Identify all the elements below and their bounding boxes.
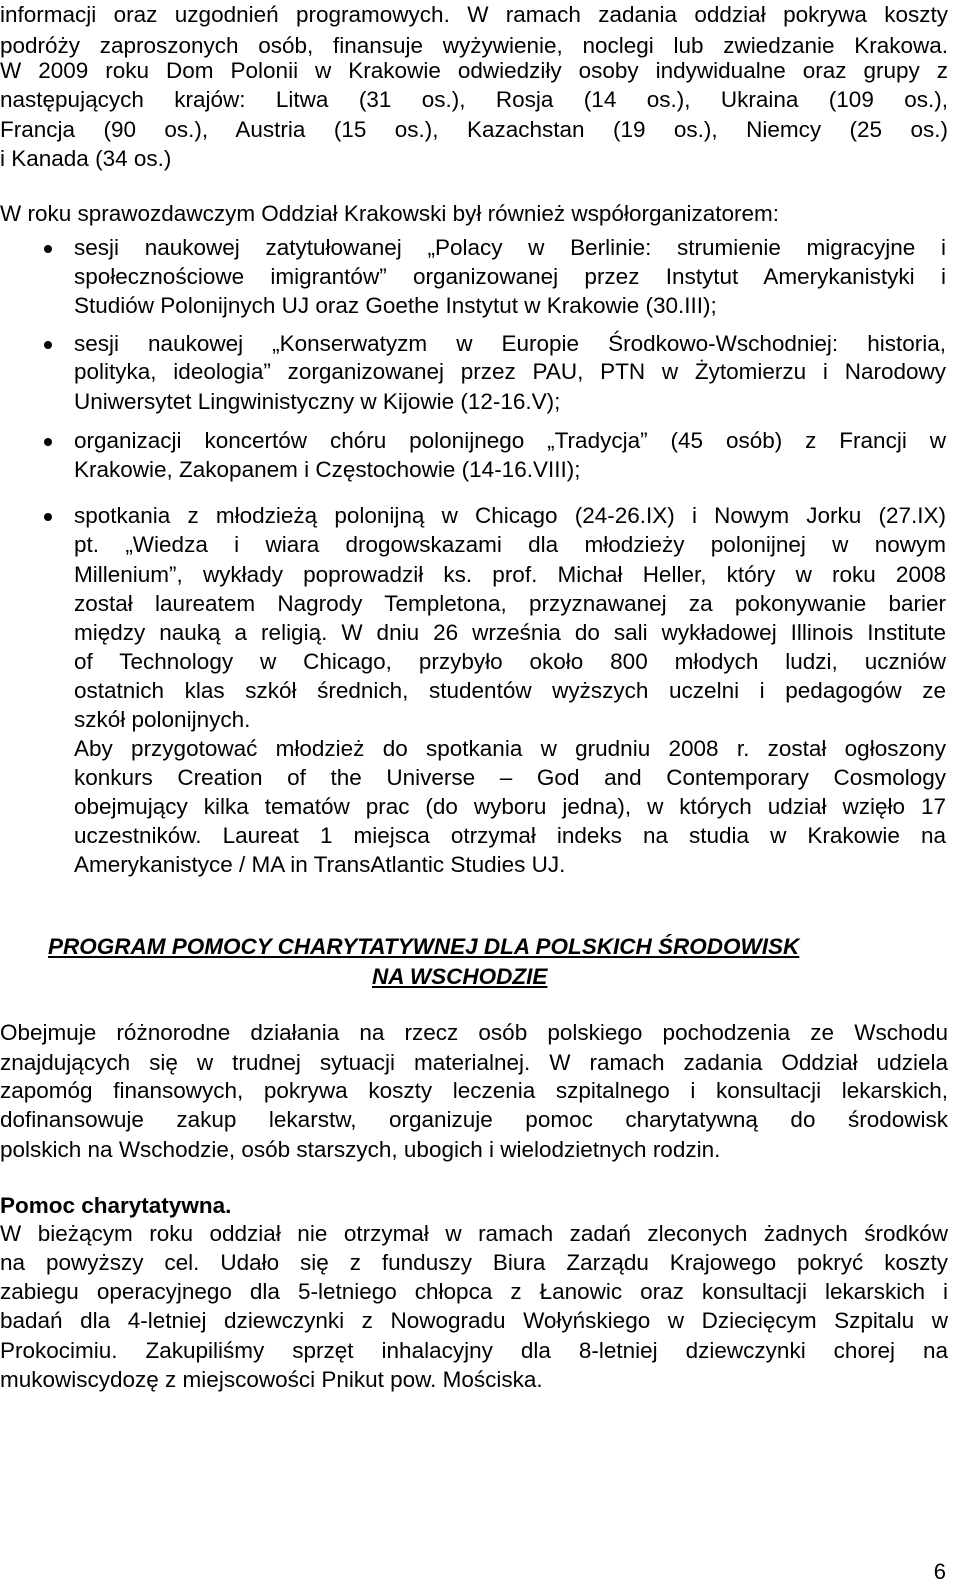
bullet-marker [44,513,52,521]
page-number: 6 [933,1559,946,1584]
text-line: mukowiscydozę z miejscowości Pnikut pow. Mościska. [0,1367,543,1392]
bullet-line: Amerykanistyce / MA in TransAtlantic Studies UJ. [74,852,566,877]
text-line: podróży zaproszonych osób, finansuje wyżywienie, noclegi lub zwiedzanie Krakowa. [0,33,948,58]
bullet-line: obejmujący kilka tematów prac (do wyboru jedna), w których udział wzięło 17 [74,794,946,819]
text-line: i Kanada (34 os.) [0,146,172,171]
text-line: Francja (90 os.), Austria (15 os.), Kazachstan (19 os.), Niemcy (25 os.) [0,117,948,142]
section-heading: PROGRAM POMOCY CHARYTATYWNEJ DLA POLSKICH ŚRODOWISK [48,934,800,959]
bullet-line: społecznościowe imigrantów” organizowanej przez Instytut Amerykanistyki i [74,264,946,289]
text-line: W bieżącym roku oddział nie otrzymał w ramach zadań zleconych żadnych środków [0,1221,948,1246]
text-line: zabiegu operacyjnego dla 5-letniego chłopca z Łanowic oraz konsultacji lekarskich i [0,1279,948,1304]
bullet-line: między nauką a religią. W dniu 26 września do sali wykładowej Illinois Institute [74,620,946,645]
text-line: W 2009 roku Dom Polonii w Krakowie odwiedziły osoby indywidualne oraz grupy z [0,58,948,83]
bullet-marker [44,245,52,253]
text-line: Prokocimiu. Zakupiliśmy sprzęt inhalacyjny dla 8-letniej dziewczynki chorej na [0,1338,948,1363]
text-line: dofinansowuje zakup lekarstw, organizuje pomoc charytatywną do środowisk [0,1107,948,1132]
text-line: znajdujących się w trudnej sytuacji materialnej. W ramach zadania Oddział udziela [0,1050,948,1075]
text-line: następujących krajów: Litwa (31 os.), Rosja (14 os.), Ukraina (109 os.), [0,87,948,112]
bullet-line: Studiów Polonijnych UJ oraz Goethe Instytut w Krakowie (30.III); [74,293,717,318]
bullet-line: Uniwersytet Lingwinistyczny w Kijowie (12-16.V); [74,389,561,414]
bullet-line: Aby przygotować młodzież do spotkania w grudniu 2008 r. został ogłoszony [74,736,946,761]
bullet-marker [44,341,52,349]
text-line: zapomóg finansowych, pokrywa koszty leczenia szpitalnego i konsultacji lekarskich, [0,1078,948,1103]
text-line: badań dla 4-letniej dziewczynki z Nowogradu Wołyńskiego w Dziecięcym Szpitalu w [0,1308,948,1333]
bullet-line: Millenium”, wykłady poprowadził ks. prof. Michał Heller, który w roku 2008 [74,562,946,587]
text-line: polskich na Wschodzie, osób starszych, ubogich i wielodzietnych rodzin. [0,1137,721,1162]
text-line: Obejmuje różnorodne działania na rzecz osób polskiego pochodzenia ze Wschodu [0,1020,948,1045]
bullet-line: pt. „Wiedza i wiara drogowskazami dla młodzieży polonijnej w nowym [74,532,946,557]
subheading: Pomoc charytatywna. [0,1193,232,1218]
bullet-line: ostatnich klas szkół średnich, studentów wyższych uczelni i pedagogów ze [74,678,946,703]
bullet-line: Krakowie, Zakopanem i Częstochowie (14-16.VIII); [74,457,581,482]
text-line: informacji oraz uzgodnień programowych. W ramach zadania oddział pokrywa koszty [0,2,948,27]
section-heading: NA WSCHODZIE [372,964,548,989]
bullet-line: uczestników. Laureat 1 miejsca otrzymał indeks na studia w Krakowie na [74,823,946,848]
bullet-line: sesji naukowej „Konserwatyzm w Europie Środkowo-Wschodniej: historia, [74,331,946,356]
bullet-line: polityka, ideologia” zorganizowanej przez PAU, PTN w Żytomierzu i Narodowy [74,359,946,384]
bullet-line: spotkania z młodzieżą polonijną w Chicago (24-26.IX) i Nowym Jorku (27.IX) [74,503,946,528]
bullet-line: of Technology w Chicago, przybyło około 800 młodych ludzi, uczniów [74,649,946,674]
bullet-line: konkurs Creation of the Universe – God and Contemporary Cosmology [74,765,946,790]
text-line: na powyższy cel. Udało się z funduszy Biura Zarządu Krajowego pokryć koszty [0,1250,948,1275]
bullet-line: został laureatem Nagrody Templetona, przyznawanej za pokonywanie barier [74,591,946,616]
bullet-line: organizacji koncertów chóru polonijnego „Tradycja” (45 osób) z Francji w [74,428,946,453]
co-organizer-intro: W roku sprawozdawczym Oddział Krakowski był również współorganizatorem: [0,201,780,226]
bullet-line: sesji naukowej zatytułowanej „Polacy w Berlinie: strumienie migracyjne i [74,235,946,260]
bullet-marker [44,438,52,446]
bullet-line: szkół polonijnych. [74,707,251,732]
